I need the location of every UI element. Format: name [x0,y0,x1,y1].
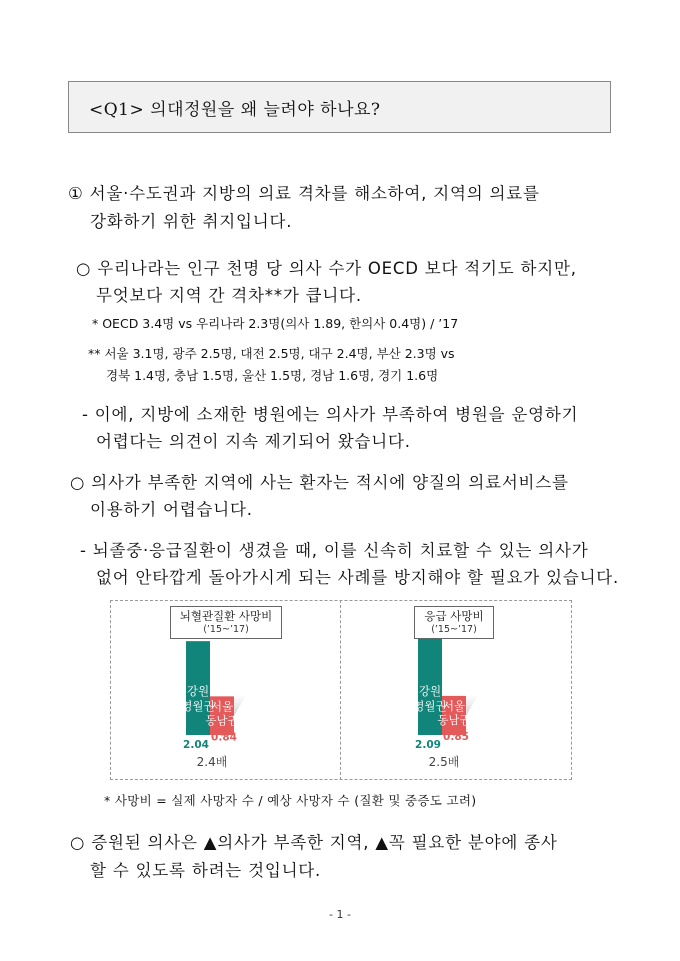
section1-line2: 강화하기 위한 취지입니다. [90,212,293,231]
chart2-bar-gangwon-label-line2: 영월권 [413,699,447,713]
bullet2-line2: 이용하기 어렵습니다. [90,500,253,519]
question-title: <Q1> 의대정원을 왜 늘려야 하나요? [89,100,381,120]
bullet3-line2: 할 수 있도록 하려는 것입니다. [90,861,322,880]
bullet1-line2: 무엇보다 지역 간 격차**가 큽니다. [96,286,362,305]
chart1 [181,641,246,769]
bullet3-line1: ○ 증원된 의사은 ▲의사가 부족한 지역, ▲꼭 필요한 분야에 종사 [70,833,558,852]
chart1-title: 뇌혈관질환 사망비 [179,609,273,623]
bullet2-line1: ○ 의사가 부족한 지역에 사는 환자는 적시에 양질의 의료서비스를 [70,473,569,492]
question-box [68,81,611,133]
footnote-regions-line2: 경북 1.4명, 충남 1.5명, 울산 1.5명, 경남 1.6명, 경기 1.6명 [106,368,439,383]
chart1-value-seoul: 0.84 [211,731,237,744]
chart1-bar-gangwon-label-line1: 강원 [186,684,210,698]
chart2-value-seoul: 0.85 [443,730,469,743]
chart2 [413,639,478,769]
chart2-value-gangwon: 2.09 [415,739,441,751]
chart1-bar-seoul-label-line2: 동남권 [205,713,239,728]
chart2-title: 응급 사망비 [424,609,484,623]
dash2-line1: - 뇌졸중·응급질환이 생겼을 때, 이를 신속히 치료할 수 있는 의사가 [80,541,589,560]
charts-svg [110,600,572,780]
chart2-bar-gangwon-label-line1: 강원 [418,684,442,698]
footnote-regions-line1: ** 서울 3.1명, 광주 2.5명, 대전 2.5명, 대구 2.4명, 부산 2.3명 vs [88,346,455,361]
chart-footnote: * 사망비 = 실제 사망자 수 / 예상 사망자 수 (질환 및 중증도 고려) [104,793,477,808]
chart1-bar-gangwon-label-line2: 영월권 [181,699,215,713]
chart2-ratio: 2.5배 [428,755,460,769]
chart2-subtitle: (’15~’17) [431,624,477,635]
chart1-subtitle: (’15~’17) [203,624,249,635]
footnote-oecd: * OECD 3.4명 vs 우리나라 2.3명(의사 1.89, 한의사 0.4명) / ’17 [92,316,459,331]
chart1-bar-seoul-label-line1: 서울 [210,699,234,714]
chart1-value-gangwon: 2.04 [183,739,209,751]
chart1-ratio: 2.4배 [196,755,228,769]
bullet1-line1: ○ 우리나라는 인구 천명 당 의사 수가 OECD 보다 적기도 하지만, [76,259,577,278]
section1-line1: ① 서울·수도권과 지방의 의료 격차를 해소하여, 지역의 의료를 [68,184,540,203]
dash1-line1: - 이에, 지방에 소재한 병원에는 의사가 부족하여 병원을 운영하기 [82,405,579,424]
chart2-bar-seoul-label-line1: 서울 [442,698,466,713]
dash1-line2: 어렵다는 의견이 지속 제기되어 왔습니다. [96,432,411,451]
dash2-line2: 없어 안타깝게 돌아가시게 되는 사례를 방지해야 할 필요가 있습니다. [96,568,620,587]
page-number: - 1 - [329,908,351,921]
chart2-bar-seoul-label-line2: 동남권 [437,712,471,727]
